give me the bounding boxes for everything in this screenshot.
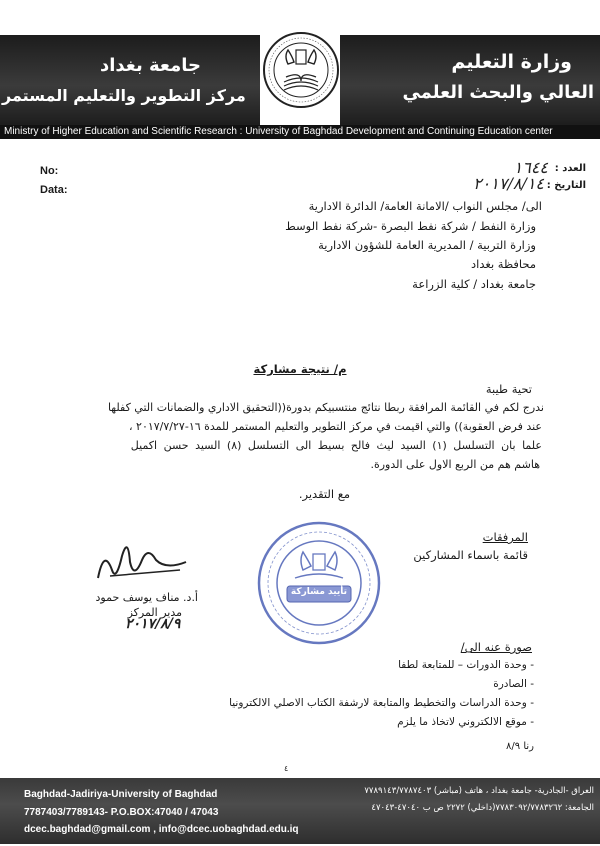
page-mark: ٤ — [284, 764, 289, 773]
ministry-name-line2: العالي والبحث العلمي — [402, 82, 594, 103]
stamp-center-text: تأييد مشاركة — [290, 587, 348, 597]
recipient-line: الى/ مجلس النواب /الامانة العامة/ الدائرة الادارية — [308, 199, 542, 213]
recipient-line: محافظة بغداد — [471, 257, 536, 271]
footer-address-ar: العراق -الجادرية- جامعة بغداد ، هاتف (مباشر) ٧٧٨٩١٤٣/٧٧٨٧٤٠٣ — [364, 786, 594, 796]
center-logo — [262, 20, 340, 130]
copies-item: - وحدة الدراسات والتخطيط والمتابعة لارشفة الكتاب الاصلي الالكترونيا — [229, 697, 534, 709]
official-stamp — [255, 518, 383, 648]
header-banner-left — [0, 35, 260, 127]
typist-initials: رنا ٨/٩ — [506, 741, 534, 752]
header-strip: Ministry of Higher Education and Scientific Research : University of Baghdad Development and Continuing Education center — [0, 125, 600, 139]
date-label-ar: التاريخ : — [546, 180, 586, 191]
footer-phones-en: 7787403/7789143- P.O.BOX:47040 / 47043 — [24, 807, 219, 818]
body-line: علما بان التسلسل (١) السيد ليث فالح بسيط الى التسلسل (٨) السيد حسن اكميل — [130, 439, 542, 452]
copies-item: - وحدة الدورات – للمتابعة لطفا — [398, 659, 534, 671]
number-label-ar: العدد : — [554, 163, 586, 174]
signature-scribble — [90, 528, 200, 588]
document-date: ٢٠١٧/٨/١٤ — [473, 174, 544, 193]
header-banner-right — [340, 35, 600, 127]
center-name: مركز التطوير والتعليم المستمر — [2, 86, 246, 105]
greeting: تحية طيبة — [485, 382, 532, 396]
signature-date: ٢٠١٧/٨/٩ — [125, 616, 181, 632]
footer-email-en: dcec.baghdad@gmail.com , info@dcec.uobaghdad.edu.iq — [24, 824, 299, 835]
closing-line: مع التقدير. — [298, 487, 350, 501]
signatory-name: أ.د. مناف يوسف حمود — [95, 591, 198, 604]
footer-address-en: Baghdad-Jadiriya-University of Baghdad — [24, 789, 218, 800]
attachments-item: قائمة باسماء المشاركين — [413, 548, 528, 562]
copies-heading: صورة عنه الى/ — [460, 640, 532, 654]
stamp-ring-icon — [255, 518, 383, 648]
number-label-en: No: — [40, 165, 59, 177]
footer-phones-ar: الجامعة: ٧٧٨٣٠٩٢/٧٧٨٣٢٦٢(داخلي) ٢٢٧٢ ص ب ٤٧٠٤٠-٤٧٠٤٣ — [371, 803, 594, 813]
document-number: ١٦٤٤ — [513, 158, 548, 177]
copies-item: - موقع الالكتروني لاتخاذ ما يلزم — [397, 716, 534, 728]
ministry-name-line1: وزارة التعليم — [451, 51, 572, 73]
recipient-line: جامعة بغداد / كلية الزراعة — [412, 277, 536, 291]
body-line: هاشم هم من الربع الاول على الدورة. — [370, 458, 540, 471]
signatory-title: مدير المركز — [127, 606, 182, 619]
recipient-line: وزارة النفط / شركة نفط البصرة -شركة نفط الوسط — [285, 219, 536, 233]
date-label-en: Data: — [40, 184, 68, 196]
copies-item: - الصادرة — [493, 678, 534, 690]
body-line: عند فرض العقوبة)) والتي اقيمت في مركز التطوير والتعليم المستمر للمدة ١٦-٢٠١٧/٧/٢٧ ، — [129, 420, 542, 433]
body-line: ندرج لكم في القائمة المرافقة ربطا نتائج منتسبيكم بدورة((التحقيق الاداري والضمانات التي كفلها — [107, 401, 544, 414]
university-name: جامعة بغداد — [100, 55, 201, 76]
recipient-line: وزارة التربية / المديرية العامة للشؤون الادارية — [318, 238, 536, 252]
attachments-heading: المرفقات — [482, 530, 528, 544]
subject-line: م/ نتيجة مشاركة — [253, 362, 347, 376]
